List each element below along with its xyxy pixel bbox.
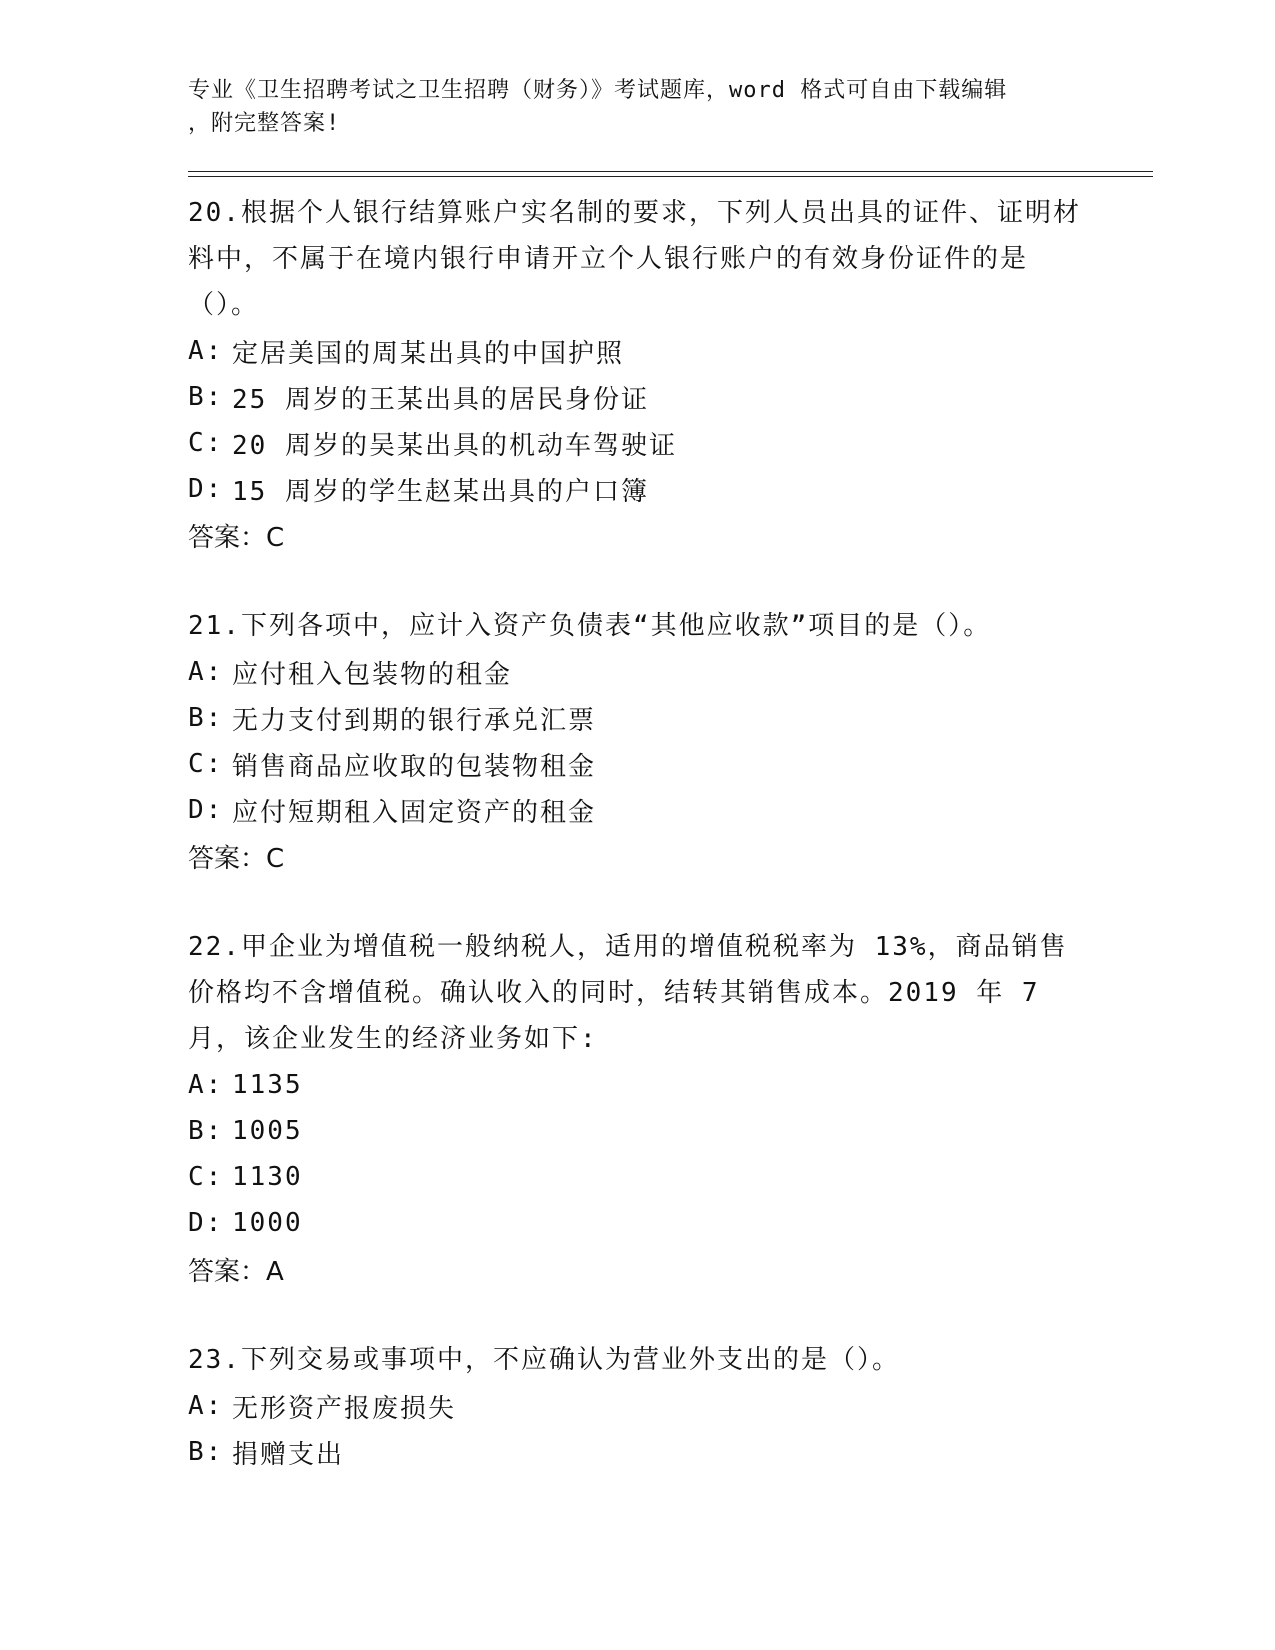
answer: 答案：A bbox=[188, 1256, 284, 1287]
header-line-1: 专业《卫生招聘考试之卫生招聘（财务）》考试题库，word 格式可自由下载编辑 bbox=[188, 78, 1008, 103]
header-divider-top bbox=[188, 171, 1153, 172]
option-c bbox=[188, 1154, 1088, 1200]
option-label: D: bbox=[188, 1208, 224, 1238]
option-text: 销售商品应收取的包装物租金 bbox=[232, 751, 597, 782]
question-stem: 22.甲企业为增值税一般纳税人，适用的增值税税率为 13%，商品销售价格均不含增值税。确认收入的同时，结转其销售成本。2019 年 7 月，该企业发生的经济业务如下: bbox=[188, 932, 1068, 1054]
option-a bbox=[188, 1383, 1088, 1429]
option-text: 捐赠支出 bbox=[232, 1439, 345, 1470]
question-23 bbox=[188, 1337, 1088, 1475]
header-line-2: ，附完整答案! bbox=[188, 111, 341, 136]
option-d bbox=[188, 1200, 1088, 1246]
option-d bbox=[188, 466, 1088, 512]
option-a bbox=[188, 649, 1088, 695]
option-c bbox=[188, 420, 1088, 466]
option-text: 应付租入包装物的租金 bbox=[232, 659, 513, 690]
option-label: A: bbox=[188, 1070, 224, 1100]
option-label: A: bbox=[188, 657, 224, 687]
question-21 bbox=[188, 603, 1088, 879]
option-text: 应付短期租入固定资产的租金 bbox=[232, 797, 597, 828]
option-label: A: bbox=[188, 336, 224, 366]
option-label: D: bbox=[188, 474, 224, 504]
option-b bbox=[188, 695, 1088, 741]
option-b bbox=[188, 1429, 1088, 1475]
option-c bbox=[188, 741, 1088, 787]
option-label: B: bbox=[188, 1116, 224, 1146]
question-stem: 21.下列各项中，应计入资产负债表“其他应收款”项目的是（）。 bbox=[188, 611, 992, 641]
answer: 答案：C bbox=[188, 843, 285, 874]
option-text: 1130 bbox=[232, 1162, 303, 1192]
answer: 答案：C bbox=[188, 522, 285, 553]
option-label: D: bbox=[188, 795, 224, 825]
header-divider-bottom bbox=[188, 176, 1153, 177]
option-b bbox=[188, 374, 1088, 420]
option-text: 无形资产报废损失 bbox=[232, 1393, 457, 1424]
option-label: A: bbox=[188, 1391, 224, 1421]
option-text: 定居美国的周某出具的中国护照 bbox=[232, 338, 625, 369]
option-text: 1000 bbox=[232, 1208, 303, 1238]
option-a bbox=[188, 1062, 1088, 1108]
option-text: 25 周岁的王某出具的居民身份证 bbox=[232, 384, 649, 415]
option-text: 20 周岁的吴某出具的机动车驾驶证 bbox=[232, 430, 677, 461]
option-text: 1135 bbox=[232, 1070, 303, 1100]
option-label: C: bbox=[188, 749, 224, 779]
document-header bbox=[188, 74, 1068, 140]
option-text: 15 周岁的学生赵某出具的户口簿 bbox=[232, 476, 649, 507]
question-stem: 23.下列交易或事项中，不应确认为营业外支出的是（）。 bbox=[188, 1345, 900, 1375]
option-label: B: bbox=[188, 382, 224, 412]
option-label: B: bbox=[188, 703, 224, 733]
question-20 bbox=[188, 190, 1088, 558]
option-b bbox=[188, 1108, 1088, 1154]
option-label: C: bbox=[188, 1162, 224, 1192]
option-label: B: bbox=[188, 1437, 224, 1467]
question-list bbox=[188, 190, 1088, 1520]
question-stem: 20.根据个人银行结算账户实名制的要求，下列人员出具的证件、证明材料中，不属于在境内银行申请开立个人银行账户的有效身份证件的是（）。 bbox=[188, 198, 1081, 320]
question-22 bbox=[188, 924, 1088, 1292]
option-a bbox=[188, 328, 1088, 374]
option-text: 1005 bbox=[232, 1116, 303, 1146]
option-label: C: bbox=[188, 428, 224, 458]
option-text: 无力支付到期的银行承兑汇票 bbox=[232, 705, 597, 736]
option-d bbox=[188, 787, 1088, 833]
